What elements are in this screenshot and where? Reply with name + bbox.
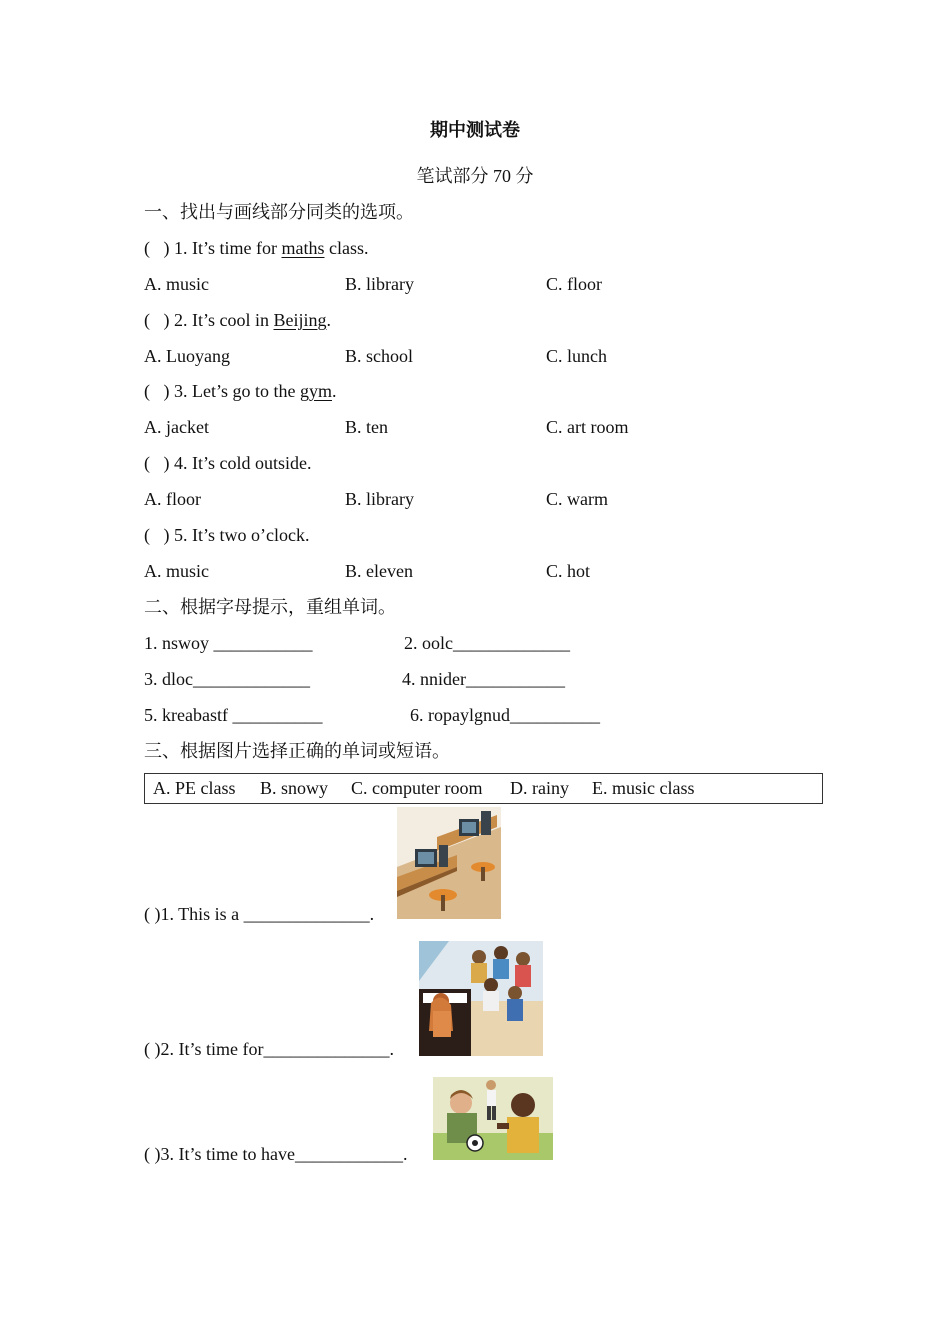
section3-heading: 三、根据图片选择正确的单词或短语。: [144, 741, 450, 761]
word-choice-c: C. computer room: [351, 778, 483, 798]
option-b: B. eleven: [345, 561, 413, 581]
word-choice-d: D. rainy: [510, 778, 569, 798]
option-a: A. music: [144, 274, 209, 294]
option-a: A. music: [144, 561, 209, 581]
question-3: ( ) 3. Let’s go to the gym.: [144, 381, 337, 401]
underlined-word: gym: [299, 381, 332, 401]
section1-heading: 一、找出与画线部分同类的选项。: [144, 202, 414, 222]
option-c: C. lunch: [546, 346, 607, 366]
option-c: C. floor: [546, 274, 602, 294]
option-c: C. art room: [546, 417, 629, 437]
scramble-item-3: 3. dloc_____________: [144, 669, 310, 689]
word-choice-b: B. snowy: [260, 778, 329, 798]
question-4: ( ) 4. It’s cold outside.: [144, 453, 312, 473]
scramble-item-6: 6. ropaylgnud__________: [410, 705, 600, 725]
option-c: C. hot: [546, 561, 591, 581]
question-5: ( ) 5. It’s two o’clock.: [144, 525, 310, 545]
picture-question-3: ( )3. It’s time to have____________.: [144, 1144, 408, 1164]
question-2: ( ) 2. It’s cool in Beijing.: [144, 310, 331, 330]
option-a: A. Luoyang: [144, 346, 230, 366]
option-b: B. ten: [345, 417, 388, 437]
scramble-item-4: 4. nnider___________: [402, 669, 565, 689]
option-b: B. library: [345, 489, 414, 509]
underlined-word: maths: [281, 238, 325, 258]
word-choice-a: A. PE class: [153, 778, 236, 798]
scramble-item-5: 5. kreabastf __________: [144, 705, 323, 725]
picture-question-2: ( )2. It’s time for______________.: [144, 1039, 394, 1059]
pe-class-picture: [433, 1077, 553, 1160]
option-a: A. floor: [144, 489, 201, 509]
scramble-item-2: 2. oolc_____________: [404, 633, 570, 653]
scramble-item-1: 1. nswoy ___________: [144, 633, 313, 653]
music-class-picture: [419, 941, 543, 1056]
word-choice-e: E. music class: [592, 778, 695, 798]
page-title: 期中测试卷: [430, 120, 520, 140]
picture-question-1: ( )1. This is a ______________.: [144, 904, 375, 924]
computer-room-picture: [397, 807, 501, 919]
section2-heading: 二、根据字母提示，重组单词。: [144, 597, 396, 617]
option-a: A. jacket: [144, 417, 209, 437]
option-c: C. warm: [546, 489, 608, 509]
question-1: ( ) 1. It’s time for maths class.: [144, 238, 369, 258]
option-b: B. library: [345, 274, 414, 294]
option-b: B. school: [345, 346, 414, 366]
word-bank-box: [144, 773, 823, 804]
underlined-word: Beijing: [273, 310, 327, 330]
page-subtitle: 笔试部分 70 分: [416, 166, 534, 186]
